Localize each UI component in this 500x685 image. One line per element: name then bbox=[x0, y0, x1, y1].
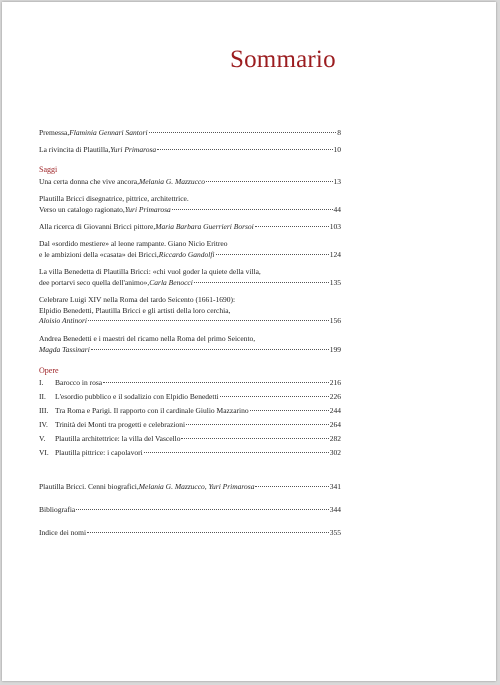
entry-author: Magda Tassinari bbox=[39, 344, 90, 354]
entry-author: Aloisio Antinori bbox=[39, 316, 87, 325]
dot-leader bbox=[216, 254, 329, 255]
toc-entry bbox=[39, 505, 341, 516]
entry-text: Elpidio Benedetti, Plautilla Bricci e gli artisti della loro cerchia, bbox=[39, 305, 231, 315]
entry-author: Yuri Primarosa bbox=[110, 145, 157, 154]
toc-entry bbox=[39, 239, 341, 260]
toc-entry bbox=[39, 434, 341, 445]
entry-text: Indice dei nomi bbox=[39, 528, 87, 537]
toc-entry bbox=[39, 420, 341, 431]
chapter-number: II. bbox=[39, 392, 46, 401]
entry-text: Plautilla architettrice: la villa del Vascello bbox=[55, 434, 181, 443]
section-heading-opere: Opere bbox=[39, 366, 59, 375]
page-number: 44 bbox=[333, 204, 341, 214]
entry-text: dee portarvi seco quella dell'animo», bbox=[39, 277, 150, 287]
page-number: 341 bbox=[329, 482, 341, 491]
toc-entry bbox=[39, 128, 341, 139]
page-number: 103 bbox=[329, 222, 341, 231]
dot-leader bbox=[149, 132, 337, 133]
entry-text: Bibliografia bbox=[39, 505, 76, 514]
entry-text: La rivincita di Plautilla, bbox=[39, 145, 111, 154]
toc-entry bbox=[39, 448, 341, 459]
dot-leader bbox=[194, 282, 329, 283]
entry-text: L'esordio pubblico e il sodalizio con Elpidio Benedetti bbox=[55, 392, 219, 401]
entry-text: Alla ricerca di Giovanni Bricci pittore, bbox=[39, 222, 156, 231]
entry-author: Flaminia Gennari Santori bbox=[69, 128, 148, 137]
entry-author: Melania G. Mazzucco, Yuri Primarosa bbox=[138, 482, 255, 491]
dot-leader bbox=[220, 396, 329, 397]
page-number: 135 bbox=[329, 277, 341, 287]
toc-entry bbox=[39, 267, 341, 288]
dot-leader bbox=[172, 209, 333, 210]
dot-leader bbox=[181, 438, 328, 439]
entry-text: Dal «sordido mestiere» al leone rampante. Giano Nicio Eritreo bbox=[39, 239, 228, 248]
dot-leader bbox=[255, 486, 328, 487]
toc-entry bbox=[39, 334, 341, 355]
entry-text: Premessa, bbox=[39, 128, 70, 137]
page-number: 8 bbox=[337, 128, 341, 137]
toc-entry bbox=[39, 194, 341, 215]
dot-leader bbox=[103, 382, 329, 383]
page-number: 226 bbox=[329, 392, 341, 401]
dot-leader bbox=[206, 181, 333, 182]
toc-entry bbox=[39, 177, 341, 188]
toc-entry bbox=[39, 406, 341, 417]
toc-entry bbox=[39, 145, 341, 156]
entry-text: Andrea Benedetti e i maestri del ricamo nella Roma del primo Seicento, bbox=[39, 334, 256, 343]
toc-entry bbox=[39, 295, 341, 327]
chapter-number: III. bbox=[39, 406, 49, 415]
entry-author: Riccardo Gandolfi bbox=[158, 249, 215, 259]
entry-text: Verso un catalogo ragionato, bbox=[39, 204, 125, 214]
toc-entry bbox=[39, 222, 341, 233]
dot-leader bbox=[87, 532, 329, 533]
toc-entry bbox=[39, 392, 341, 403]
entry-author: Maria Barbara Guerrieri Borsoi bbox=[155, 222, 254, 231]
page-number: 124 bbox=[329, 249, 341, 259]
entry-author: Yuri Primarosa bbox=[124, 204, 171, 214]
page-title: Sommario bbox=[230, 46, 336, 73]
entry-author: Carla Benocci bbox=[149, 277, 193, 287]
entry-text: Plautilla Bricci disegnatrice, pittrice, architettrice. bbox=[39, 194, 189, 203]
dot-leader bbox=[91, 349, 329, 350]
page-number: 282 bbox=[329, 434, 341, 443]
toc-entry bbox=[39, 482, 341, 493]
dot-leader bbox=[76, 509, 329, 510]
entry-text: Tra Roma e Parigi. Il rapporto con il cardinale Giulio Mazzarino bbox=[55, 406, 249, 415]
dot-leader bbox=[144, 452, 329, 453]
entry-text: e le ambizioni della «casata» dei Bricci, bbox=[39, 249, 159, 259]
page-number: 10 bbox=[333, 145, 341, 154]
entry-text: Una certa donna che vive ancora, bbox=[39, 177, 139, 186]
toc-entry bbox=[39, 528, 341, 539]
page-number: 302 bbox=[329, 448, 341, 457]
page-number: 216 bbox=[329, 378, 341, 387]
dot-leader bbox=[250, 410, 329, 411]
page-number: 264 bbox=[329, 420, 341, 429]
entry-text: La villa Benedetta di Plautilla Bricci: «chi vuol goder la quiete della villa, bbox=[39, 267, 261, 276]
page-number: 13 bbox=[333, 177, 341, 186]
toc-entry bbox=[39, 378, 341, 389]
chapter-number: I. bbox=[39, 378, 44, 387]
dot-leader bbox=[186, 424, 329, 425]
chapter-number: V. bbox=[39, 434, 46, 443]
dot-leader bbox=[88, 320, 329, 321]
page-number: 355 bbox=[329, 528, 341, 537]
entry-text: Barocco in rosa bbox=[55, 378, 103, 387]
entry-text: Plautilla pittrice: i capolavori bbox=[55, 448, 143, 457]
page-number: 199 bbox=[329, 344, 341, 354]
entry-author: Melania G. Mazzucco bbox=[138, 177, 205, 186]
page-number: 244 bbox=[329, 406, 341, 415]
chapter-number: VI. bbox=[39, 448, 49, 457]
chapter-number: IV. bbox=[39, 420, 48, 429]
entry-text: Trinità dei Monti tra progetti e celebrazioni bbox=[55, 420, 186, 429]
entry-text: Plautilla Bricci. Cenni biografici, bbox=[39, 482, 139, 491]
book-page bbox=[2, 2, 496, 681]
entry-text: Celebrare Luigi XIV nella Roma del tardo Seicento (1661-1690): bbox=[39, 295, 236, 304]
dot-leader bbox=[157, 149, 332, 150]
page-number: 344 bbox=[329, 505, 341, 514]
section-heading-saggi: Saggi bbox=[39, 165, 58, 174]
dot-leader bbox=[255, 226, 329, 227]
page-number: 156 bbox=[329, 316, 341, 325]
